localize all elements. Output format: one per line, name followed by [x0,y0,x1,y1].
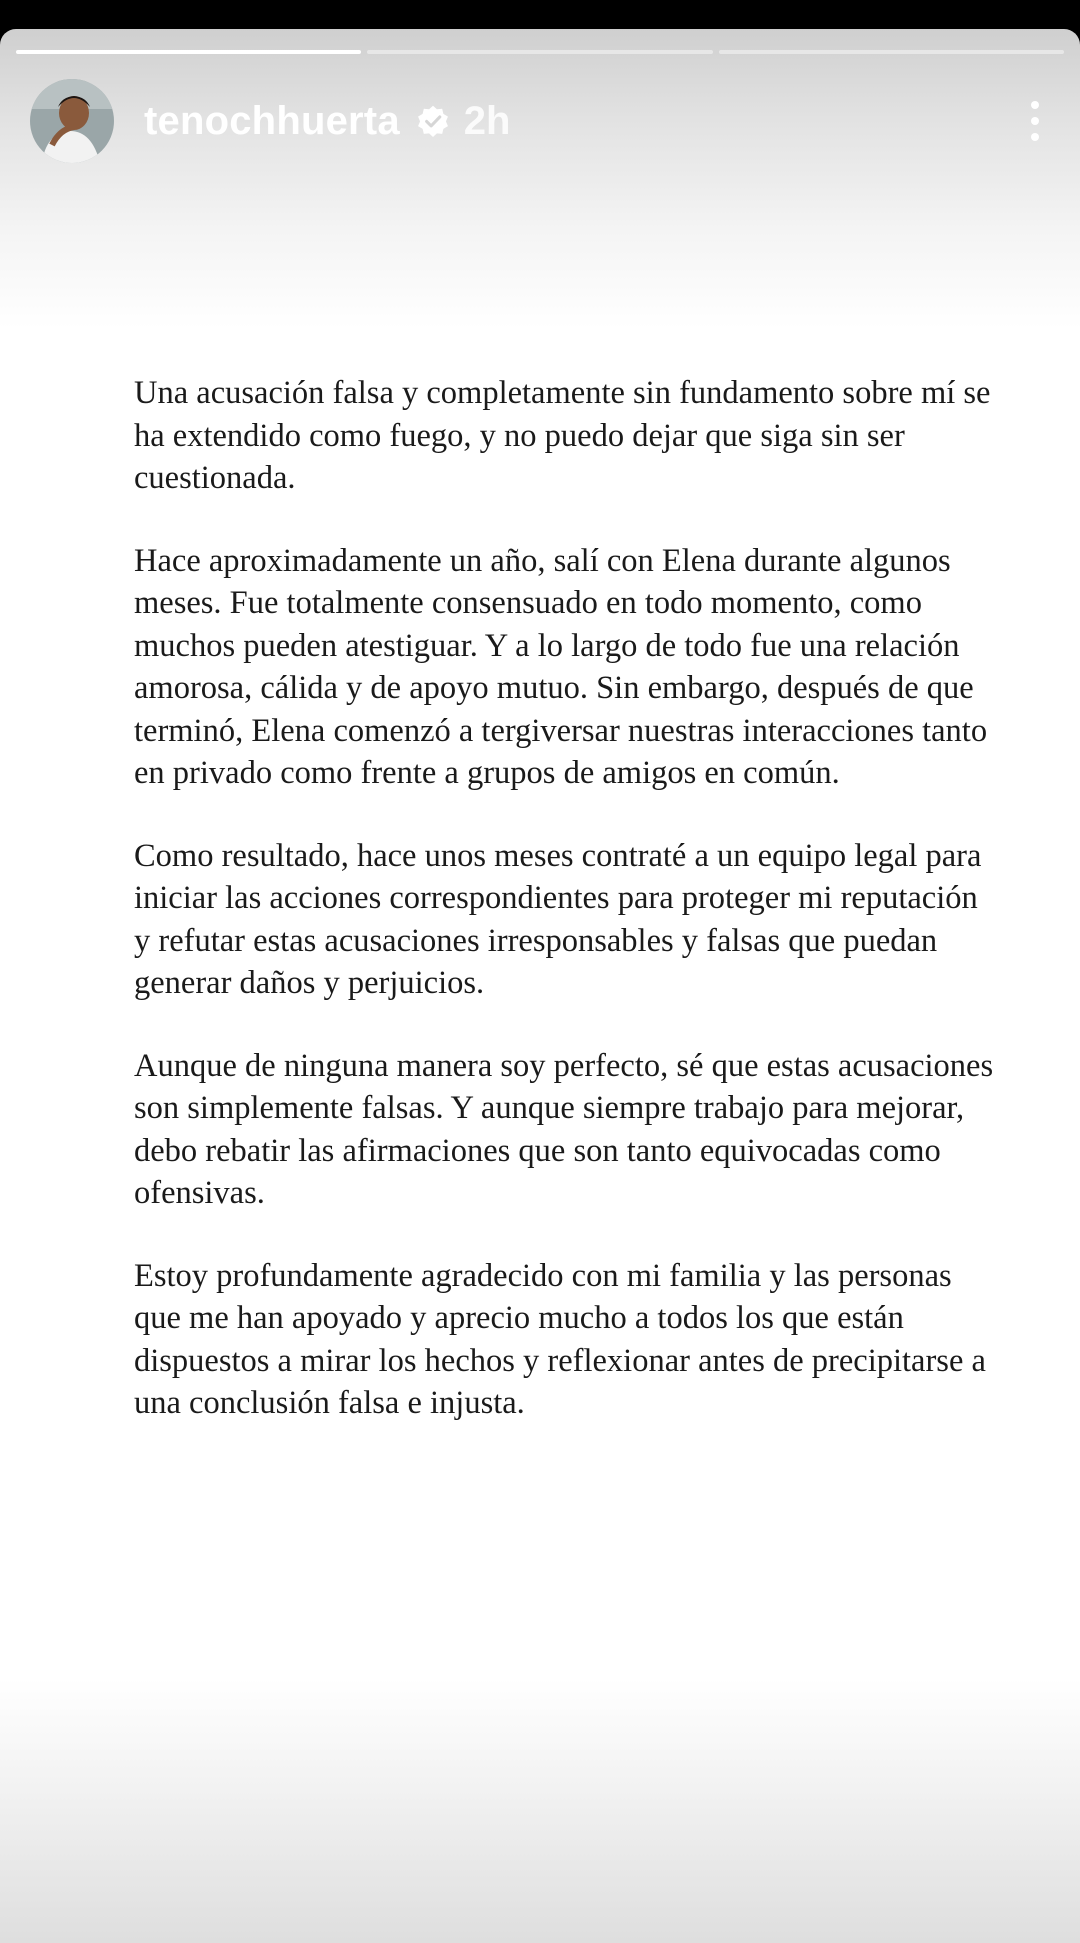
username[interactable]: tenochhuerta [144,98,400,143]
progress-segment-3 [719,50,1064,54]
story-text-content [134,372,994,1465]
paragraph-5: Estoy profundamente agradecido con mi familia y las personas que me han apoyado y aprecio mucho a todos los que están dispuestos a mirar los hechos y reflexionar antes de precipitarse a una conclusión falsa e injusta. [134,1257,986,1421]
post-timestamp: 2h [463,98,511,143]
more-vertical-icon[interactable] [1020,91,1050,151]
story-progress-bar [16,50,1064,54]
more-dot [1031,101,1039,109]
paragraph-2: Hace aproximadamente un año, salí con Elena durante algunos meses. Fue totalmente consensuado en todo momento, como muchos pueden atestiguar. Y a lo largo de todo fue una relación amorosa, cálida y de apoyo mutuo. Sin embargo, después de que terminó, Elena comenzó a tergiversar nuestras interacciones tanto en privado como frente a grupos de amigos en común. [134,542,988,791]
progress-segment-1 [16,50,361,54]
avatar[interactable] [30,79,114,163]
verified-badge-icon [416,104,450,138]
paragraph-3: Como resultado, hace unos meses contraté a un equipo legal para iniciar las acciones correspondientes para proteger mi reputación y refutar estas acusaciones irresponsables y falsas que puedan generar daños y perjuicios. [134,837,982,1001]
paragraph-1: Una acusación falsa y completamente sin fundamento sobre mí se ha extendido como fuego, y no puedo dejar que siga sin ser cuestionada. [134,375,991,496]
story-header [30,79,1050,163]
story-viewer[interactable] [0,29,1080,1943]
more-dot [1031,117,1039,125]
paragraph-4: Aunque de ninguna manera soy perfecto, sé que estas acusaciones son simplemente falsas. Y aunque siempre trabajo para mejorar, debo rebatir las afirmaciones que son tanto equivocadas como ofensivas. [134,1047,994,1211]
more-dot [1031,133,1039,141]
progress-fill-1 [16,50,361,54]
progress-segment-2 [367,50,712,54]
